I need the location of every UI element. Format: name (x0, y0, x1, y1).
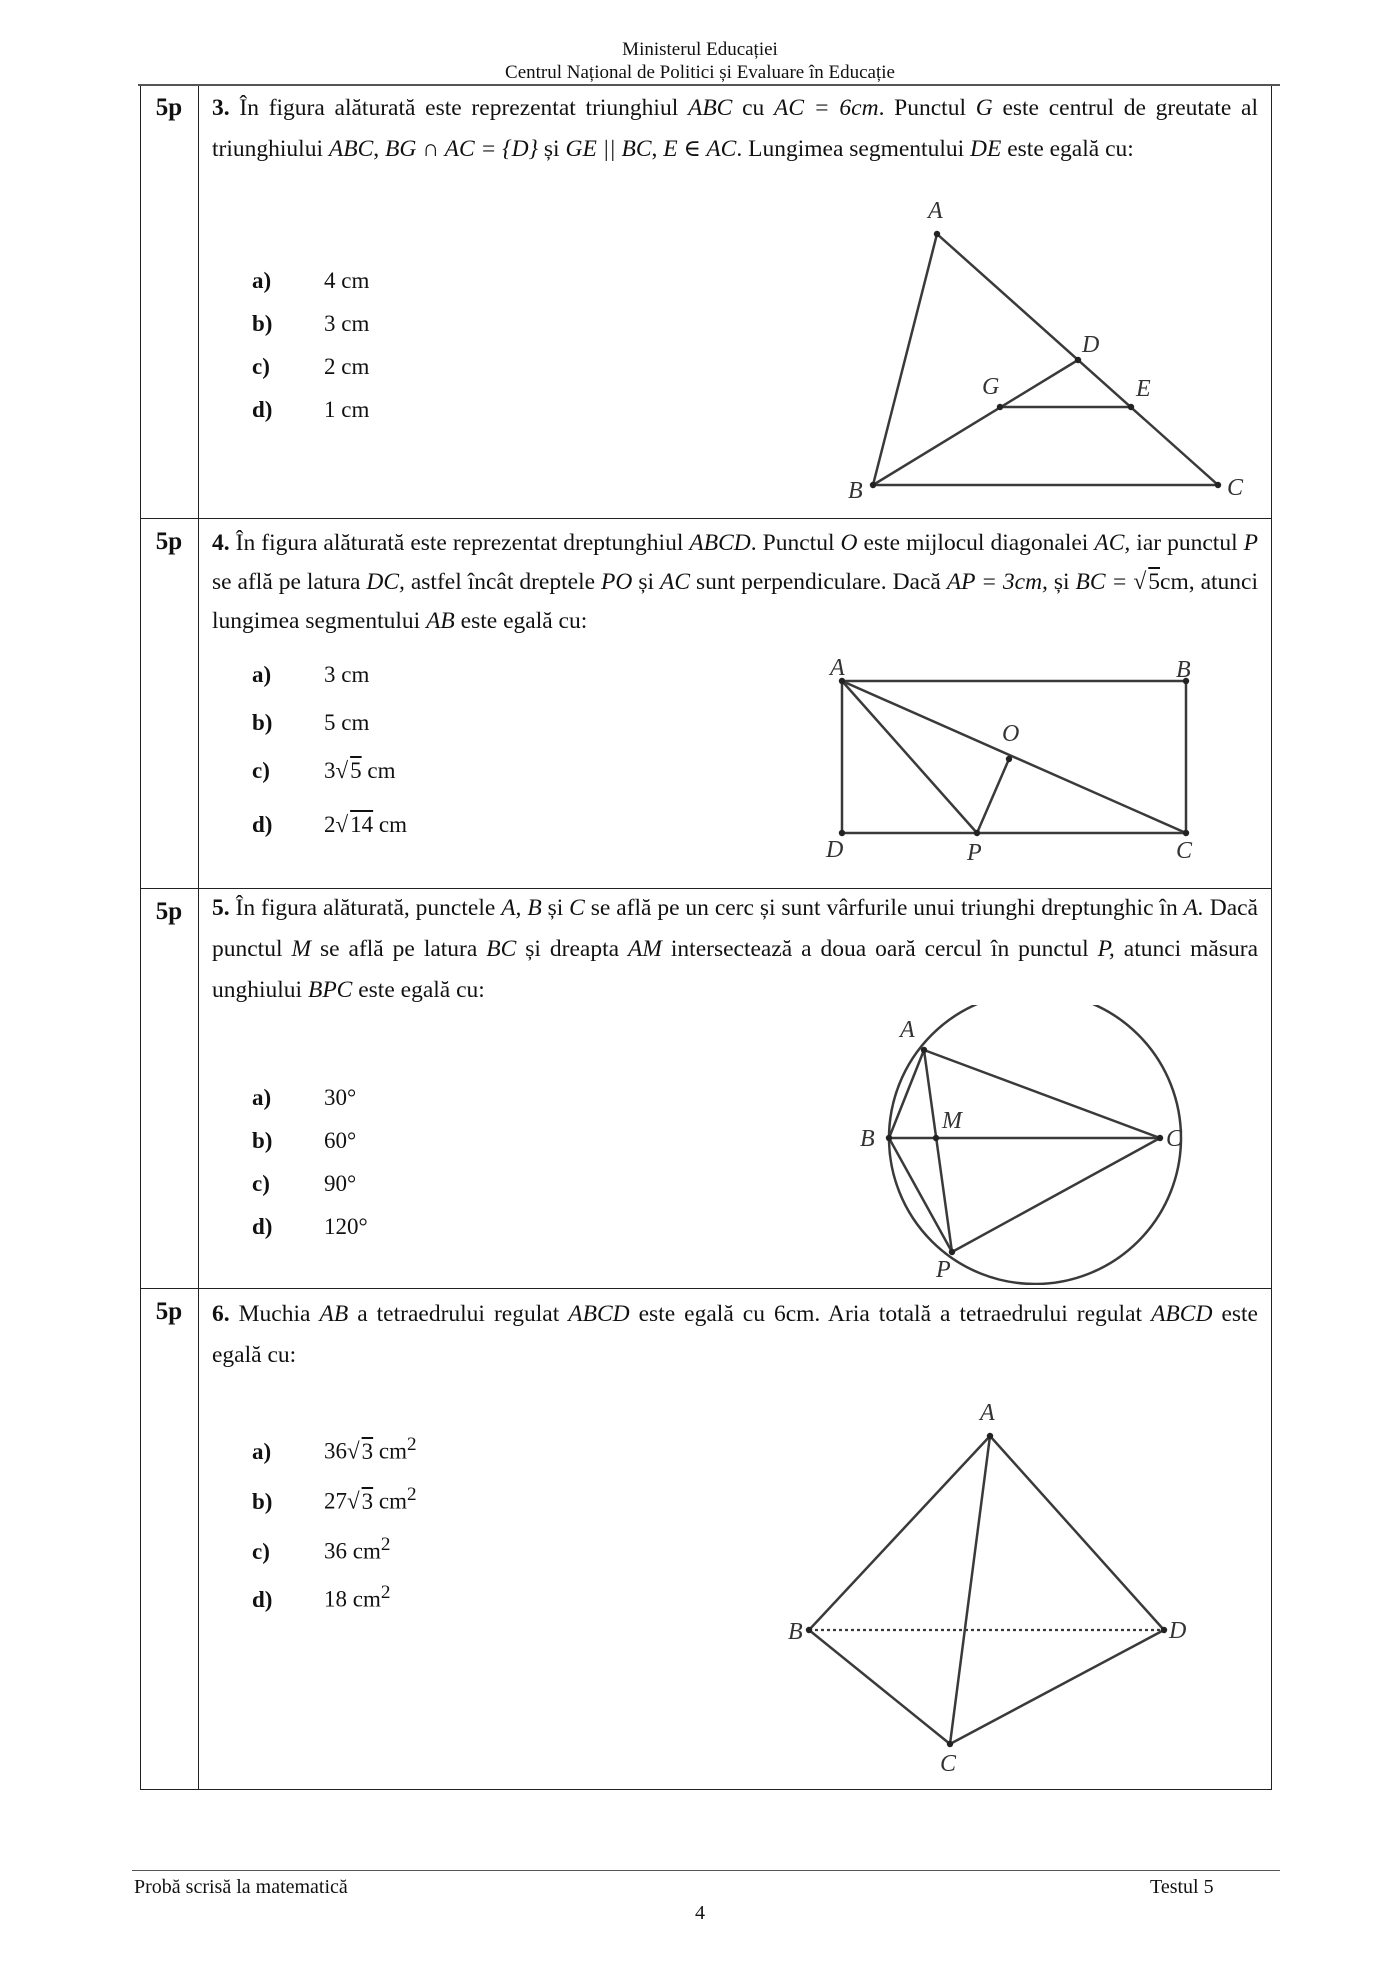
option-value: 3 cm (324, 311, 370, 336)
math: BPC (307, 977, 353, 1003)
sqrt-radicand: 3 (361, 1438, 374, 1464)
option-letter: d) (252, 1214, 273, 1239)
point (886, 1135, 892, 1141)
option-value: 3 (324, 758, 336, 783)
math: ABC (687, 95, 733, 121)
row-divider (140, 518, 1272, 519)
math: PO (601, 569, 633, 595)
point (921, 1047, 927, 1053)
text: atunci lungimea segmentului (212, 569, 1259, 634)
label-d: D (1169, 1618, 1187, 1644)
option-letter: c) (252, 1538, 270, 1564)
label-m: M (942, 1108, 962, 1134)
math: AC, (1094, 530, 1131, 556)
option-value: 5 cm (324, 710, 370, 735)
option-letter: b) (252, 710, 273, 735)
edge-ad (990, 1436, 1164, 1630)
diagonal-ac (842, 681, 1186, 833)
math: AC = 6cm (774, 95, 879, 121)
text: și (538, 136, 566, 162)
text: atunci măsura unghiului (212, 936, 1259, 1003)
point (947, 1741, 953, 1747)
math: BC = (1075, 569, 1134, 595)
label-d: D (826, 837, 844, 863)
option-value: 1 cm (324, 397, 370, 422)
option-value: 2 cm (324, 354, 370, 379)
math: 6cm. (773, 1301, 821, 1327)
text: se află pe latura (311, 936, 487, 962)
option-value: 120° (324, 1214, 368, 1239)
question-number: 5. (212, 895, 230, 921)
point (1157, 1135, 1163, 1141)
math: ABC (328, 136, 374, 162)
text: cu (732, 95, 775, 121)
point (870, 482, 876, 488)
points-column-divider (198, 86, 199, 1790)
math: DC, (366, 569, 405, 595)
text: se află pe latura (212, 569, 367, 595)
point (1128, 404, 1134, 410)
math: BG ∩ AC = {D} (385, 136, 539, 162)
label-o: O (1002, 721, 1020, 747)
math: AB (319, 1301, 349, 1327)
triangle-abc (873, 234, 1218, 485)
text: . Punctul (878, 95, 976, 121)
label-a: A (900, 1017, 915, 1043)
circle-figure (850, 1005, 1210, 1285)
text: este egală cu: (212, 1301, 1258, 1368)
label-c: C (1166, 1126, 1183, 1152)
option-letter: a) (252, 662, 272, 687)
math: AM (628, 936, 662, 962)
label-a: A (830, 655, 845, 681)
option-letter: a) (252, 268, 272, 293)
option-value: 60° (324, 1128, 357, 1153)
math: G (975, 95, 993, 121)
option-b: b) 27√3 $cm^2$ (252, 1484, 417, 1514)
text: a tetraedrului regulat (348, 1301, 569, 1327)
question-4-text: 4. În figura alăturată este reprezentat dreptunghiul ABCD. Punctul O este mijlocul diagonalei AC, iar punctul P se află pe latura DC, astfel încât dreptele PO și AC sunt perpendiculare. Dacă AP = 3cm, și BC = √5cm, atunci lungimea segmentului AB este egală cu: (212, 530, 1259, 634)
option-c: c) 3√5 cm (252, 758, 396, 783)
option-value: 4 cm (324, 268, 370, 293)
text: și (1047, 569, 1076, 595)
label-g: G (982, 374, 1000, 400)
option-d (252, 1582, 390, 1613)
option-value: 18 cm (324, 1586, 381, 1612)
math: AB (426, 608, 455, 634)
point (1183, 830, 1189, 836)
text: este egală cu: (352, 977, 485, 1003)
option-c (252, 354, 369, 380)
text: Aria totală a tetraedrului regulat (820, 1301, 1152, 1327)
option-letter: a) (252, 1085, 272, 1110)
option-a (252, 268, 369, 294)
text: , (651, 136, 664, 162)
question-5-text (212, 888, 1258, 1011)
option-letter: d) (252, 1586, 273, 1612)
point (987, 1433, 993, 1439)
text: . Lungimea segmentului (736, 136, 971, 162)
points-q3: 5p (155, 94, 183, 121)
option-b (252, 311, 369, 337)
option-b (252, 710, 369, 736)
edge-bc (809, 1630, 950, 1744)
segment-po (977, 759, 1009, 833)
label-e: E (1136, 376, 1151, 402)
center-name: Centrul Național de Politici și Evaluare în Educație (505, 62, 895, 83)
text: . Punctul (750, 530, 841, 556)
question-number: 6. (212, 1301, 230, 1327)
option-c (252, 1171, 356, 1197)
label-p: P (967, 840, 982, 866)
point (1161, 1627, 1167, 1633)
edge-cd (950, 1630, 1164, 1744)
ministry-name: Ministerul Educației (622, 39, 778, 60)
text: este centrul de greutate al triunghiului (212, 95, 1259, 162)
text: și (632, 569, 660, 595)
text: și (541, 895, 570, 921)
text: , (373, 136, 385, 162)
text: Muchia (238, 1301, 320, 1327)
document-header (0, 38, 1400, 84)
math: O (840, 530, 858, 556)
edge-ab (809, 1436, 990, 1630)
option-d: d) 2√14 cm (252, 812, 407, 837)
label-c: C (1227, 475, 1244, 501)
segment-cp (952, 1138, 1160, 1252)
sqrt-radicand: 5 (350, 758, 362, 783)
option-a: a) 36√3 $cm^2$ (252, 1434, 417, 1464)
math: ABCD (568, 1301, 630, 1327)
exponent: 2 (380, 1534, 391, 1555)
triangle-figure (840, 190, 1270, 510)
option-letter: c) (252, 758, 270, 783)
option-d (252, 1214, 368, 1240)
option-letter: b) (252, 311, 273, 336)
option-value: 30° (324, 1085, 357, 1110)
math: AP = 3cm, (946, 569, 1048, 595)
label-b: B (788, 1619, 803, 1645)
point (949, 1249, 955, 1255)
text: În figura alăturată este reprezentat dreptunghiul (235, 530, 690, 556)
text: iar punctul (1130, 530, 1244, 556)
footer-divider (132, 1870, 1280, 1871)
math: ABCD (1151, 1301, 1213, 1327)
math: GE || BC (565, 136, 652, 162)
text: Dacă punctul (212, 895, 1258, 962)
exponent: 2 (406, 1434, 417, 1455)
text: În figura alăturată este reprezentat triunghiul (239, 95, 688, 121)
option-unit: cm (373, 1438, 407, 1464)
sqrt-radicand: 5 (1148, 569, 1161, 595)
option-value: 36 (324, 1438, 347, 1464)
segment-bp (889, 1138, 952, 1252)
option-letter: d) (252, 397, 273, 422)
point (933, 1135, 939, 1141)
question-3-text (212, 88, 1258, 170)
option-value: 90° (324, 1171, 357, 1196)
median-bd (873, 360, 1078, 485)
option-letter: b) (252, 1128, 273, 1153)
text: este egală cu (629, 1301, 774, 1327)
option-letter: d) (252, 812, 273, 837)
label-b: B (848, 478, 863, 504)
text: este egală cu: (454, 608, 588, 634)
edge-ac (950, 1436, 990, 1744)
option-value: 27 (324, 1488, 347, 1514)
option-letter: c) (252, 1171, 270, 1196)
text: În figura alăturată, punctele (235, 895, 502, 921)
label-d: D (1082, 332, 1100, 358)
chord-ap (924, 1050, 952, 1252)
point (934, 231, 940, 237)
math: ABCD (689, 530, 751, 556)
label-a: A (928, 198, 943, 224)
option-letter: a) (252, 1438, 272, 1464)
page-number: 4 (695, 1902, 705, 1924)
text: sunt perpendiculare. Dacă (690, 569, 947, 595)
point (839, 830, 845, 836)
option-a (252, 1085, 356, 1111)
label-b: B (860, 1126, 875, 1152)
segment-ap (842, 681, 977, 833)
text: și dreapta (516, 936, 628, 962)
label-c: C (1176, 838, 1193, 864)
row-divider (140, 1288, 1272, 1289)
option-value: 36 cm (324, 1538, 381, 1564)
point (1215, 482, 1221, 488)
option-unit: cm (373, 812, 407, 837)
exponent: 2 (406, 1484, 417, 1505)
point (1075, 357, 1081, 363)
math: BC (486, 936, 517, 962)
sqrt-radicand: 3 (361, 1488, 374, 1514)
math: AC (659, 569, 690, 595)
option-letter: b) (252, 1488, 273, 1514)
side-ab (889, 1050, 924, 1138)
option-c (252, 1534, 390, 1565)
point (1006, 756, 1012, 762)
math: DE (970, 136, 1002, 162)
math: A, B (501, 895, 542, 921)
label-p: P (936, 1257, 951, 1283)
exponent: 2 (380, 1582, 391, 1603)
text: este mijlocul diagonalei (857, 530, 1095, 556)
label-a: A (980, 1400, 995, 1426)
math: A. (1183, 895, 1204, 921)
math: C (569, 895, 585, 921)
math: E ∈ AC (663, 136, 737, 162)
question-number: 4. (212, 530, 230, 556)
footer-subject: Probă scrisă la matematică (134, 1876, 348, 1898)
math: P, (1097, 936, 1115, 962)
option-d (252, 397, 369, 423)
rectangle-figure (810, 650, 1230, 870)
text: intersectează a doua oară cercul în punctul (661, 936, 1098, 962)
text: cm, (1160, 569, 1195, 595)
footer-test-number: Testul 5 (1150, 1876, 1214, 1898)
math: P (1243, 530, 1259, 556)
points-q5: 5p (155, 898, 183, 925)
text: este egală cu: (1001, 136, 1134, 162)
question-6-text (212, 1294, 1258, 1376)
option-unit: cm (373, 1488, 407, 1514)
circumcircle (889, 1005, 1181, 1284)
option-unit: cm (361, 758, 396, 783)
question-number: 3. (212, 95, 230, 121)
tetrahedron-figure (770, 1395, 1220, 1785)
points-q6: 5p (155, 1298, 183, 1325)
point (997, 404, 1003, 410)
label-b: B (1176, 657, 1191, 683)
points-q4: 5p (155, 528, 183, 555)
label-c: C (940, 1751, 957, 1777)
option-value: 3 cm (324, 662, 370, 687)
option-b (252, 1128, 356, 1154)
text: astfel încât dreptele (404, 569, 602, 595)
option-value: 2 (324, 812, 336, 837)
sqrt-radicand: 14 (350, 812, 374, 837)
text: se află pe un cerc și sunt vârfurile unui triunghi dreptunghic în (584, 895, 1184, 921)
point (806, 1627, 812, 1633)
math: M (291, 936, 312, 962)
point (974, 830, 980, 836)
option-letter: c) (252, 354, 270, 379)
option-a (252, 662, 369, 688)
